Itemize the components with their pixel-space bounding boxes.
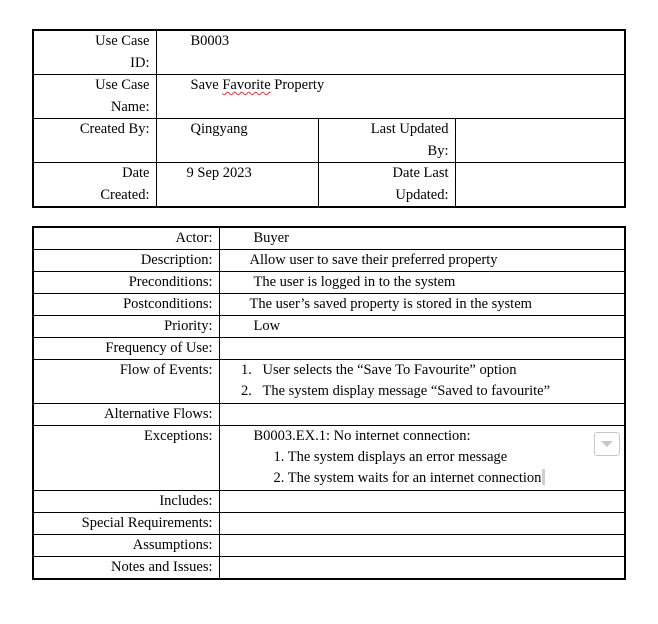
actor-value[interactable]: Buyer	[219, 227, 625, 250]
date-last-updated-label: Date Last Updated:	[318, 163, 455, 208]
frequency-label: Frequency of Use:	[33, 338, 219, 360]
last-updated-by-value[interactable]	[455, 119, 625, 163]
special-requirements-value[interactable]	[219, 513, 625, 535]
date-created-value[interactable]: 9 Sep 2023	[156, 163, 318, 208]
use-case-name-label: Use Case Name:	[33, 75, 156, 119]
flow-step: 1. User selects the “Save To Favourite” option	[256, 360, 619, 381]
created-by-label: Created By:	[33, 119, 156, 163]
assumptions-value[interactable]	[219, 535, 625, 557]
use-case-id-value[interactable]: B0003	[156, 30, 625, 75]
date-last-updated-value[interactable]	[455, 163, 625, 208]
chevron-down-icon[interactable]	[594, 432, 620, 456]
use-case-header-table	[32, 29, 626, 208]
assumptions-label: Assumptions:	[33, 535, 219, 557]
alternative-flows-label: Alternative Flows:	[33, 404, 219, 426]
frequency-value[interactable]	[219, 338, 625, 360]
use-case-detail-table	[32, 226, 626, 580]
actor-label: Actor:	[33, 227, 219, 250]
use-case-name-prefix: Save	[190, 77, 223, 93]
priority-label: Priority:	[33, 316, 219, 338]
notes-and-issues-label: Notes and Issues:	[33, 557, 219, 580]
postconditions-value[interactable]: The user’s saved property is stored in the system	[219, 294, 625, 316]
notes-and-issues-value[interactable]	[219, 557, 625, 580]
flow-of-events-label: Flow of Events:	[33, 360, 219, 404]
use-case-id-label: Use Case ID:	[33, 30, 156, 75]
exception-step-with-cursor	[254, 468, 619, 489]
alternative-flows-value[interactable]	[219, 404, 625, 426]
text-cursor	[542, 469, 545, 485]
flow-steps-list	[226, 360, 619, 402]
misspelled-word[interactable]: Favorite	[222, 77, 271, 93]
includes-label: Includes:	[33, 491, 219, 513]
exception-step: 1. The system displays an error message	[273, 449, 508, 465]
preconditions-value[interactable]: The user is logged in to the system	[219, 272, 625, 294]
created-by-value[interactable]: Qingyang	[156, 119, 318, 163]
description-value[interactable]: Allow user to save their preferred property	[219, 250, 625, 272]
includes-value[interactable]	[219, 491, 625, 513]
postconditions-label: Postconditions:	[33, 294, 219, 316]
use-case-name-suffix: Property	[270, 77, 325, 93]
exceptions-value[interactable]	[219, 426, 625, 491]
flow-of-events-value[interactable]	[219, 360, 625, 404]
preconditions-label: Preconditions:	[33, 272, 219, 294]
special-requirements-label: Special Requirements:	[33, 513, 219, 535]
exception-title: B0003.EX.1: No internet connection:	[253, 428, 471, 444]
last-updated-by-label: Last Updated By:	[318, 119, 455, 163]
date-created-label: Date Created:	[33, 163, 156, 208]
exceptions-label: Exceptions:	[33, 426, 219, 491]
exception-step: 2. The system waits for an internet connection	[273, 470, 542, 486]
description-label: Description:	[33, 250, 219, 272]
flow-step: 2. The system display message “Saved to favourite”	[256, 381, 619, 402]
priority-value[interactable]: Low	[219, 316, 625, 338]
use-case-name-value[interactable]	[156, 75, 625, 119]
